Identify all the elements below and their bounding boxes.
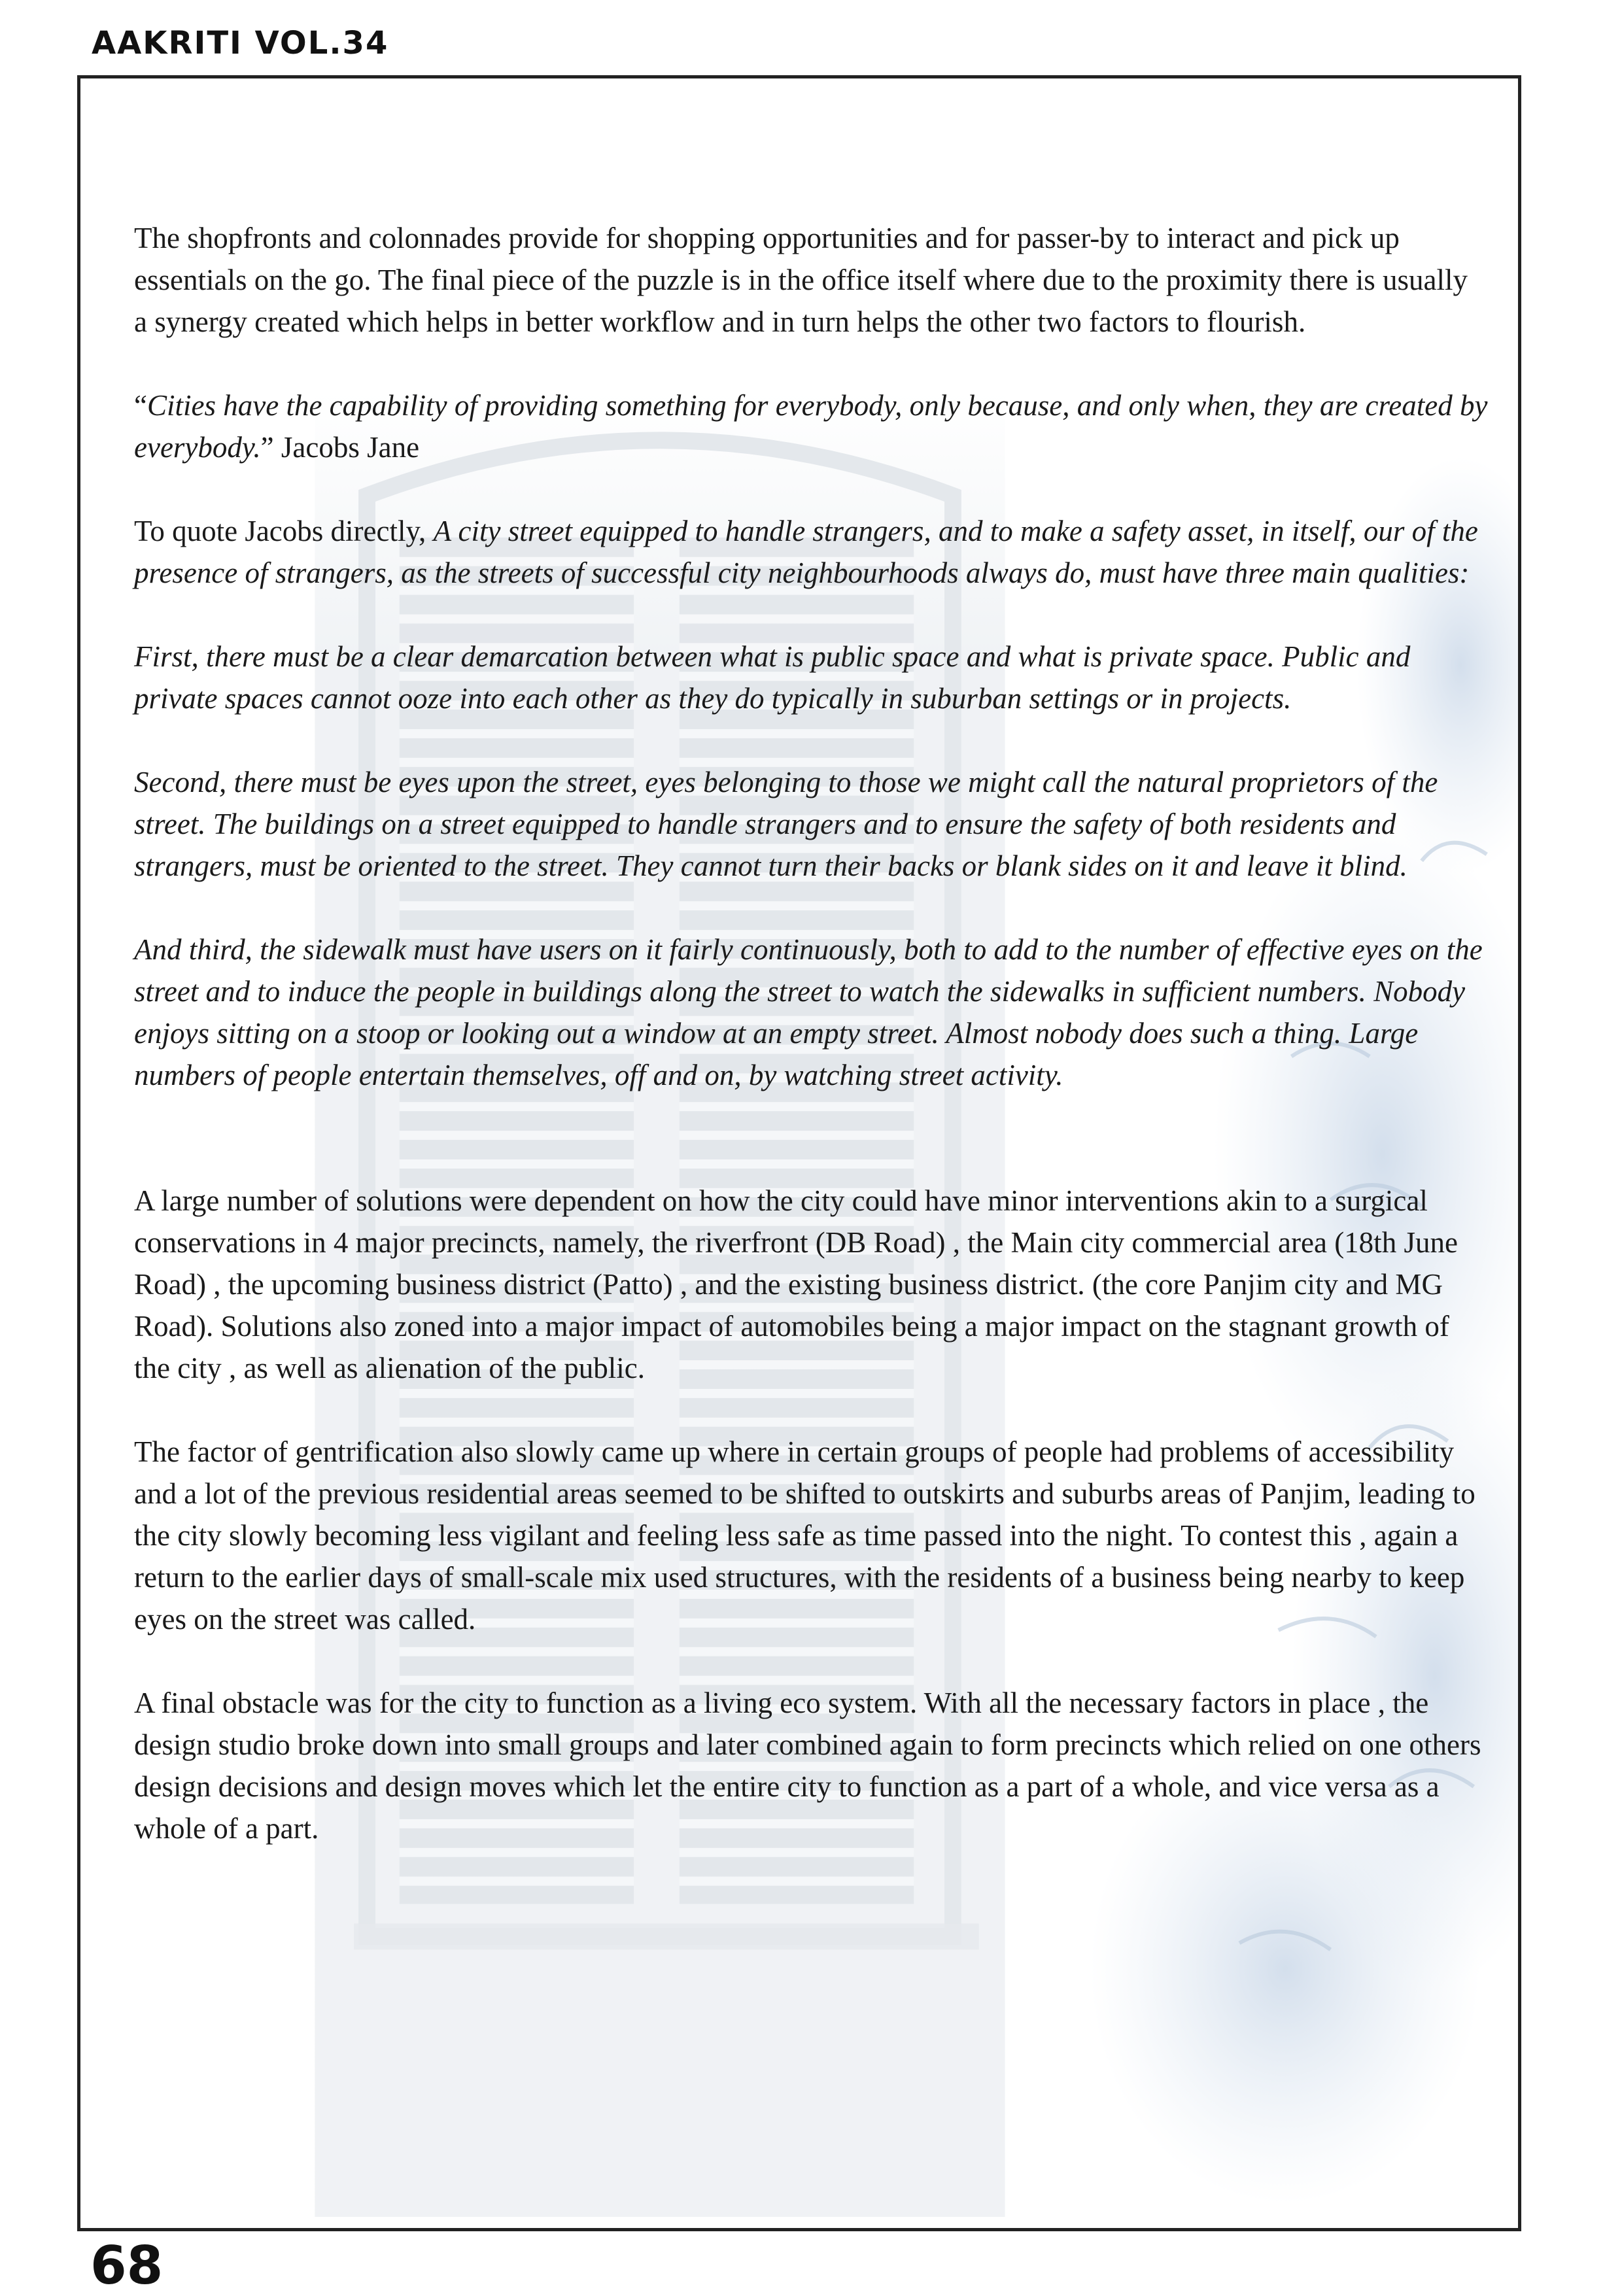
- jacobs-lead-text: A city street equipped to handle strangers, and to make a safety asset, in itself, our of the presence of strangers, as the streets of successful city neighbourhoods always do, must have three main qualities:: [134, 515, 1478, 589]
- quote-close-mark: ”: [260, 431, 274, 464]
- jacobs-quote: [134, 385, 1488, 468]
- window-sill: [354, 1923, 979, 1949]
- paragraph-gentrification: The factor of gentrification also slowly came up where in certain groups of people had problems of accessibility and a lot of the previous residential areas seemed to be shifted to outskirts and suburbs areas of Panjim, leading to the city slowly becoming less vigilant and feeling less safe as time passed into the night. To contest this , again a return to the earlier days of small-scale mix used structures, with the residents of a business being nearby to keep eyes on the street was called.: [134, 1435, 1475, 1636]
- paragraph-quality-third: And third, the sidewalk must have users on it fairly continuously, both to add to the number of effective eyes on the street and to induce the people in buildings along the street to watch the sidewalks in sufficient numbers. Nobody enjoys sitting on a stoop or looking out a window at an empty street. Almost nobody does such a thing. Large numbers of people entertain themselves, off and on, by watching street activity.: [134, 933, 1483, 1091]
- page-frame: [77, 75, 1521, 2231]
- quote-attribution: Jacobs Jane: [273, 431, 420, 464]
- jacobs-intro-text: To quote Jacobs directly,: [134, 515, 434, 547]
- article-body: [134, 217, 1488, 1891]
- quote-text: Cities have the capability of providing something for everybody, only because, and only when, they are created by everybody.: [134, 389, 1488, 464]
- paragraph-quality-first: First, there must be a clear demarcation between what is public space and what is private space. Public and private spaces cannot ooze into each other as they do typically in suburban settings or in projects.: [134, 640, 1411, 715]
- paragraph-quality-second: Second, there must be eyes upon the street, eyes belonging to those we might call the natural proprietors of the street. The buildings on a street equipped to handle strangers and to ensure the safety of both residents and strangers, must be oriented to the street. They cannot turn their backs or blank sides on it and leave it blind.: [134, 766, 1438, 882]
- paragraph-solutions: A large number of solutions were dependent on how the city could have minor interventions akin to a surgical conservations in 4 major precincts, namely, the riverfront (DB Road) , the Main city commercial area (18th June Road) , the upcoming business district (Patto) , and the existing business district. (the core Panjim city and MG Road). Solutions also zoned into a major impact of automobiles being a major impact on the stagnant growth of the city , as well as alienation of the public.: [134, 1184, 1458, 1384]
- paragraph-jacobs-intro: [134, 510, 1488, 594]
- running-header: AAKRITI VOL.34: [92, 25, 389, 61]
- paragraph-shopfronts: The shopfronts and colonnades provide for shopping opportunities and for passer-by to interact and pick up essentials on the go. The final piece of the puzzle is in the office itself where due to the proximity there is usually a synergy created which helps in better workflow and in turn helps the other two factors to flourish.: [134, 222, 1468, 338]
- paragraph-final-obstacle: A final obstacle was for the city to function as a living eco system. With all the necessary factors in place , the design studio broke down into small groups and later combined again to form precincts which relied on one others design decisions and design moves which let the entire city to function as a part of a whole, and vice versa as a whole of a part.: [134, 1687, 1481, 1845]
- quote-open-mark: “: [134, 389, 147, 422]
- page-number: 68: [90, 2235, 164, 2296]
